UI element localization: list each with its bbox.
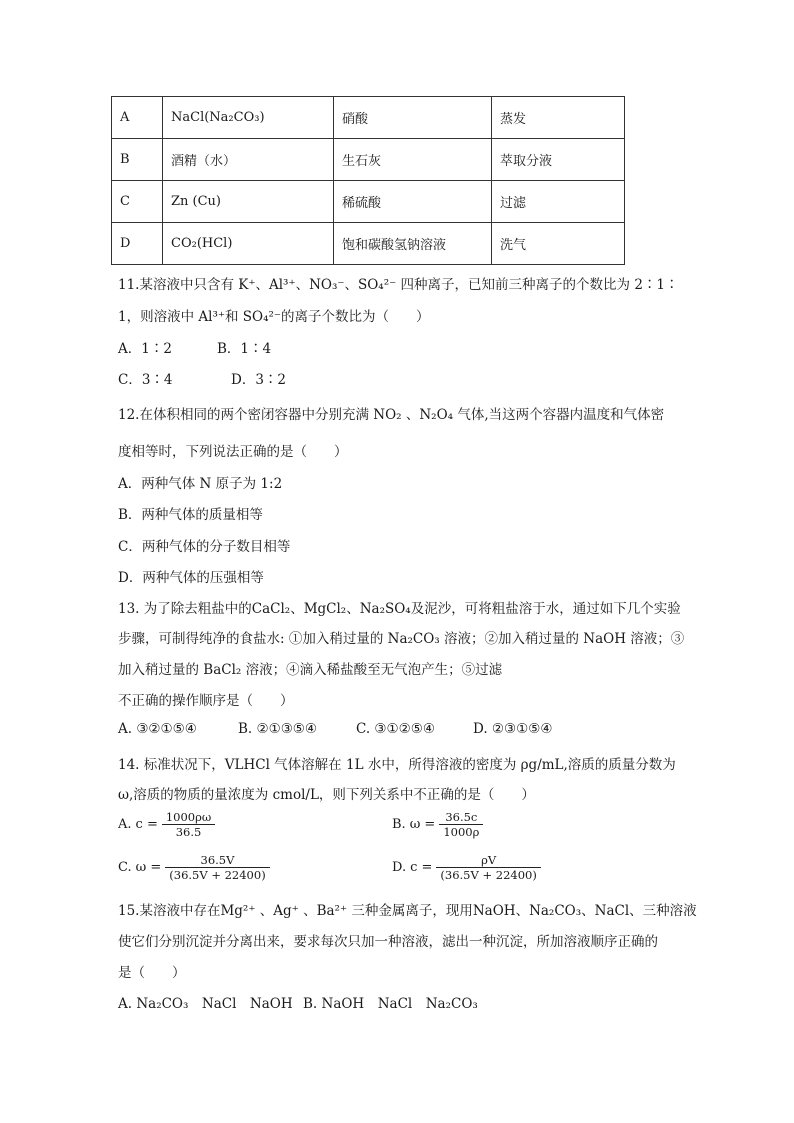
fraction-denominator: 36.5 (175, 825, 202, 839)
table-row (112, 139, 625, 181)
q13-stem-line1: 13. 为了除去粗盐中的CaCl₂、MgCl₂、Na₂SO₄及泥沙，可将粗盐溶于水，通过如下几个实验 (118, 601, 681, 617)
q13-option-a: A. ③②①⑤④ (118, 721, 197, 737)
fraction-numerator: 1000ρω (162, 810, 215, 825)
option-label: B. (392, 817, 406, 832)
q15-stem-line1: 15.某溶液中存在Mg²⁺ 、Ag⁺ 、Ba²⁺ 三种金属离子，现用NaOH、Na₂CO₃、NaCl、三种溶液 (118, 903, 697, 919)
table-cell: B (112, 139, 163, 181)
option-label: A. (118, 817, 132, 832)
table-row (112, 97, 625, 139)
fraction-numerator: 36.5c (439, 810, 483, 825)
q13-stem-line2: 步骤，可制得纯净的食盐水: ①加入稍过量的 Na₂CO₃ 溶液；②加入稍过量的 NaOH 溶液；③ (118, 631, 685, 647)
q12-option-d: D．两种气体的压强相等 (118, 570, 264, 586)
q13-stem-line3: 加入稍过量的 BaCl₂ 溶液；④滴入稀盐酸至无气泡产生；⑤过滤 (118, 662, 503, 678)
table-cell: 酒精（水） (163, 139, 334, 181)
fraction-numerator: ρV (436, 853, 540, 868)
table-cell: 萃取分液 (492, 139, 625, 181)
table-cell: CO₂(HCl) (163, 223, 334, 265)
q12-option-b: B．两种气体的质量相等 (118, 507, 263, 523)
option-label: D. (392, 860, 407, 875)
q14-stem-line2: ω,溶质的物质的量浓度为 cmol/L，则下列关系中不正确的是（ ） (118, 787, 535, 803)
q15-option-a: A. Na₂CO₃ NaCl NaOH (118, 996, 293, 1012)
q11-stem-line1: 11.某溶液中只含有 K⁺、Al³⁺、NO₃⁻、SO₄²⁻ 四种离子，已知前三种离子的个数比为 2∶1∶ (118, 277, 679, 293)
table-cell: D (112, 223, 163, 265)
option-label: C. (118, 860, 132, 875)
table-cell: 稀硫酸 (334, 181, 492, 223)
table-cell: 过滤 (492, 181, 625, 223)
fraction-denominator: (36.5V + 22400) (440, 868, 537, 882)
q12-stem-line1: 12.在体积相同的两个密闭容器中分别充满 NO₂ 、N₂O₄ 气体,当这两个容器内温度和气体密 (118, 407, 665, 423)
q12-option-c: C．两种气体的分子数目相等 (118, 539, 291, 555)
table-row (112, 181, 625, 223)
table-cell: 饱和碳酸氢钠溶液 (334, 223, 492, 265)
fraction-denominator: (36.5V + 22400) (169, 868, 266, 882)
formula-lhs: ω = (409, 817, 436, 832)
q13-stem-line4: 不正确的操作顺序是（ ） (118, 693, 294, 709)
fraction (439, 810, 483, 839)
q12-stem-line2: 度相等时，下列说法正确的是（ ） (118, 444, 348, 460)
q14-option-d (392, 853, 541, 882)
fraction (165, 853, 269, 882)
reagent-table (111, 96, 625, 265)
table-cell: NaCl(Na₂CO₃) (163, 97, 334, 139)
table-cell: Zn (Cu) (163, 181, 334, 223)
q11-option-c: C．3∶4 (118, 372, 173, 388)
table-cell: 硝酸 (334, 97, 492, 139)
q13-option-b: B. ②①③⑤④ (238, 721, 318, 737)
q11-option-b: B．1∶4 (217, 341, 272, 357)
q14-option-c (118, 853, 270, 882)
fraction-numerator: 36.5V (165, 853, 269, 868)
q14-stem-line1: 14. 标准状况下，VLHCl 气体溶解在 1L 水中，所得溶液的密度为 ρg/mL,溶质的质量分数为 (118, 757, 676, 773)
q15-stem-line2: 使它们分别沉淀并分离出来，要求每次只加一种溶液，滤出一种沉淀，所加溶液顺序正确的 (118, 934, 658, 950)
table-cell: A (112, 97, 163, 139)
fraction (436, 853, 540, 882)
table-cell: 蒸发 (492, 97, 625, 139)
q14-option-b (392, 810, 483, 839)
fraction-denominator: 1000ρ (443, 825, 480, 839)
table-cell: 生石灰 (334, 139, 492, 181)
q15-stem-line3: 是（ ） (118, 965, 186, 981)
q14-option-a (118, 810, 215, 839)
table-cell: C (112, 181, 163, 223)
q15-option-b: B. NaOH NaCl Na₂CO₃ (303, 996, 478, 1012)
q12-option-a: A．两种气体 N 原子为 1:2 (118, 476, 283, 492)
q13-option-d: D. ②③①⑤④ (473, 721, 553, 737)
q11-option-d: D．3∶2 (231, 372, 287, 388)
formula-lhs: c = (410, 860, 433, 875)
formula-lhs: ω = (135, 860, 162, 875)
q11-option-a: A．1∶2 (118, 341, 172, 357)
table-cell: 洗气 (492, 223, 625, 265)
formula-lhs: c = (135, 817, 158, 832)
q13-option-c: C. ③①②⑤④ (356, 721, 435, 737)
fraction (162, 810, 215, 839)
q11-stem-line2: 1，则溶液中 Al³⁺和 SO₄²⁻的离子个数比为（ ） (118, 309, 430, 325)
table-row (112, 223, 625, 265)
